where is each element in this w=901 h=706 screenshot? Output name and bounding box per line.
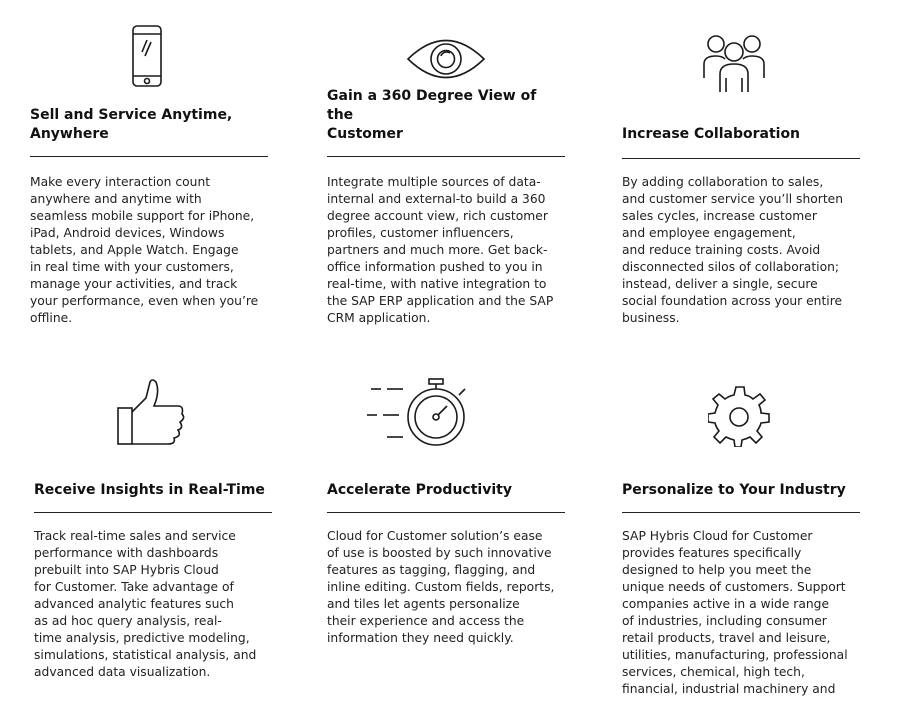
feature-title: Personalize to Your Industry bbox=[622, 482, 846, 498]
eye-icon bbox=[405, 36, 487, 86]
feature-description: Integrate multiple sources of data- internal and external-to build a 360 degree account view, rich customer profiles, customer influencers, partners and much more. Get back- office information pushed to you in real-time, with native integration to the SAP ERP application and the SAP CRM application. bbox=[327, 175, 554, 325]
feature-title: Sell and Service Anytime, Anywhere bbox=[30, 107, 233, 142]
people-group-icon bbox=[698, 30, 770, 98]
feature-description: By adding collaboration to sales, and customer service you’ll shorten sales cycles, increase customer and employee engagement, and reduce training costs. Avoid disconnected silos of collaboration; instead, deliver a single, secure social foundation across your entire business. bbox=[622, 175, 844, 325]
stopwatch-icon bbox=[367, 377, 477, 453]
divider bbox=[327, 512, 565, 513]
feature-description: SAP Hybris Cloud for Customer provides features specifically designed to help you meet the unique needs of customers. Support companies active in a wide range of industries, including consumer retail products, travel and leisure, utilities, manufacturing, professional services, chemical, high tech, financial, industrial machinery and bbox=[622, 529, 848, 696]
feature-title: Increase Collaboration bbox=[622, 126, 801, 142]
divider bbox=[30, 156, 268, 157]
gear-icon bbox=[708, 383, 772, 451]
feature-description: Track real-time sales and service performance with dashboards prebuilt into SAP Hybris Cloud for Customer. Take advantage of advanced analytic features such as ad hoc query analysis, real- time analysis, predictive modeling, simulations, statistical analysis, and advanced data visualization. bbox=[34, 529, 257, 679]
feature-title: Receive Insights in Real-Time bbox=[34, 482, 265, 498]
thumbs-up-icon bbox=[116, 378, 188, 452]
feature-title: Accelerate Productivity bbox=[327, 482, 512, 498]
divider bbox=[622, 512, 860, 513]
smartphone-icon bbox=[130, 24, 166, 94]
divider bbox=[34, 512, 272, 513]
divider bbox=[622, 158, 860, 159]
feature-description: Cloud for Customer solution’s ease of use is boosted by such innovative features as tagging, flagging, and inline editing. Custom fields, reports, and tiles let agents personalize their experience and access the information they need quickly. bbox=[327, 529, 555, 645]
feature-description: Make every interaction count anywhere and anytime with seamless mobile support for iPhone, iPad, Android devices, Windows tablets, and Apple Watch. Engage in real time with your customers, manage your activities, and track your performance, even when you’re offline. bbox=[30, 175, 259, 325]
feature-title: Gain a 360 Degree View of the Customer bbox=[327, 88, 537, 142]
divider bbox=[327, 156, 565, 157]
